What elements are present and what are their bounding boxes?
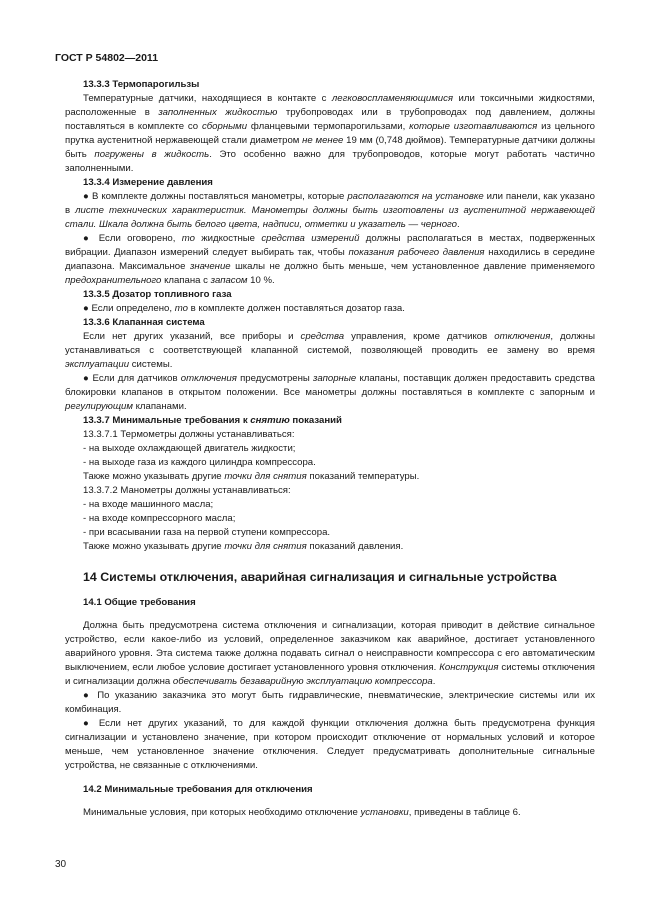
- list-line: 13.3.7.1 Термометры должны устанавливаться:: [83, 429, 295, 440]
- section-14-title: 14 Системы отключения, аварийная сигнализация и сигнальные устройства: [83, 570, 557, 584]
- list-line: Также можно указывать другие точки для снятия показаний температуры.: [83, 471, 420, 482]
- list-line: - на входе компрессорного масла;: [83, 513, 236, 524]
- page-number: 30: [55, 859, 67, 870]
- section-14-1-title: 14.1 Общие требования: [83, 597, 196, 608]
- section-13-3-3-paragraph-1: Температурные датчики, находящиеся в контакте с легковоспламеняющимися или токсичными жидкостями, расположенные в заполненных жидкостью трубопроводах или в трубопроводах под давлением, должны поставляться в комплекте со сборными фланцевыми термопарогильзами, которые изготавливаются из цельного прутка аустенитной нержавеющей стали диаметром не менее 19 мм (0,748 дюймов). Температурные датчики должны быть погружены в жидкость. Это особенно важно для трубопроводов, которые могут работать частично заполненными.: [65, 93, 595, 174]
- section-13-3-5-title: 13.3.5 Дозатор топливного газа: [83, 289, 232, 300]
- section-14-1-paragraph-3: ● Если нет других указаний, то для каждой функции отключения должна быть предусмотрена функция сигнализации и установлено значение, при котором происходит отключение от нормальных условий и которое меньше, чем установленное значение отключения. Следует предусматривать дополнительные сигнальные устройства, не связанные с отключениями.: [65, 718, 595, 771]
- list-line: - на выходе газа из каждого цилиндра компрессора.: [83, 457, 316, 468]
- section-13-3-5-paragraph-1: ● Если определено, то в комплекте должен поставляться дозатор газа.: [83, 303, 405, 314]
- list-line: - на входе машинного масла;: [83, 499, 214, 510]
- section-13-3-6-paragraph-2: ● Если для датчиков отключения предусмотрены запорные клапаны, поставщик должен предоставить средства блокировки клапанов в открытом положении. Все манометры должны поставляться в комплекте с запорным и регулирующим клапанами.: [65, 373, 595, 412]
- section-13-3-6-title: 13.3.6 Клапанная система: [83, 317, 205, 328]
- list-line: Также можно указывать другие точки для снятия показаний давления.: [83, 541, 404, 552]
- section-13-3-7-title: 13.3.7 Минимальные требования к снятию показаний: [83, 415, 342, 426]
- section-14-1-paragraph-1: Должна быть предусмотрена система отключения и сигнализации, которая приводит в действие сигнальное устройство, если какое-либо из условий, определенное заказчиком как аварийное, достигает установленного аварийного уровня. Эта система также должна подавать сигнал о неисправности компрессора с его автоматическим выключением, если любое условие достигает установленного уровня отключения. Конструкция системы отключения и сигнализации должна обеспечивать безаварийную эксплуатацию компрессора.: [65, 620, 595, 687]
- section-13-3-3-title: 13.3.3 Термопарогильзы: [83, 79, 200, 90]
- section-13-3-4-title: 13.3.4 Измерение давления: [83, 177, 213, 188]
- list-line: - при всасывании газа на первой ступени компрессора.: [83, 527, 331, 538]
- section-13-3-4-paragraph-1: ● В комплекте должны поставляться манометры, которые располагаются на установке или панели, как указано в листе технических характеристик. Манометры должны быть изготовлены из аустенитной нержавеющей стали. Шкала должна быть белого цвета, надписи, отметки и указатель — черного.: [65, 191, 596, 230]
- section-14-2-paragraph-1: Минимальные условия, при которых необходимо отключение установки, приведены в таблице 6.: [83, 807, 521, 818]
- list-line: 13.3.7.2 Манометры должны устанавливаться:: [83, 485, 291, 496]
- section-14-1-paragraph-2: ● По указанию заказчика это могут быть гидравлические, пневматические, электрические системы или их комбинация.: [65, 690, 595, 715]
- document-header: ГОСТ Р 54802—2011: [55, 52, 159, 64]
- list-line: - на выходе охлаждающей двигатель жидкости;: [83, 443, 296, 454]
- document-body: [65, 78, 595, 820]
- section-13-3-4-paragraph-2: ● Если оговорено, то жидкостные средства измерений должны располагаться в местах, подверженных вибрации. Диапазон измерений следует выбирать так, чтобы показания рабочего давления находились в середине диапазона. Максимальное значение шкалы не должно быть меньше, чем установленное давление применяемого предохранительного клапана с запасом 10 %.: [65, 233, 595, 286]
- section-13-3-6-paragraph-1: Если нет других указаний, все приборы и средства управления, кроме датчиков отключения, должны устанавливаться с соответствующей клапанной системой, позволяющей проводить ее замену во время эксплуатации системы.: [65, 331, 595, 370]
- section-14-2-title: 14.2 Минимальные требования для отключения: [83, 784, 313, 795]
